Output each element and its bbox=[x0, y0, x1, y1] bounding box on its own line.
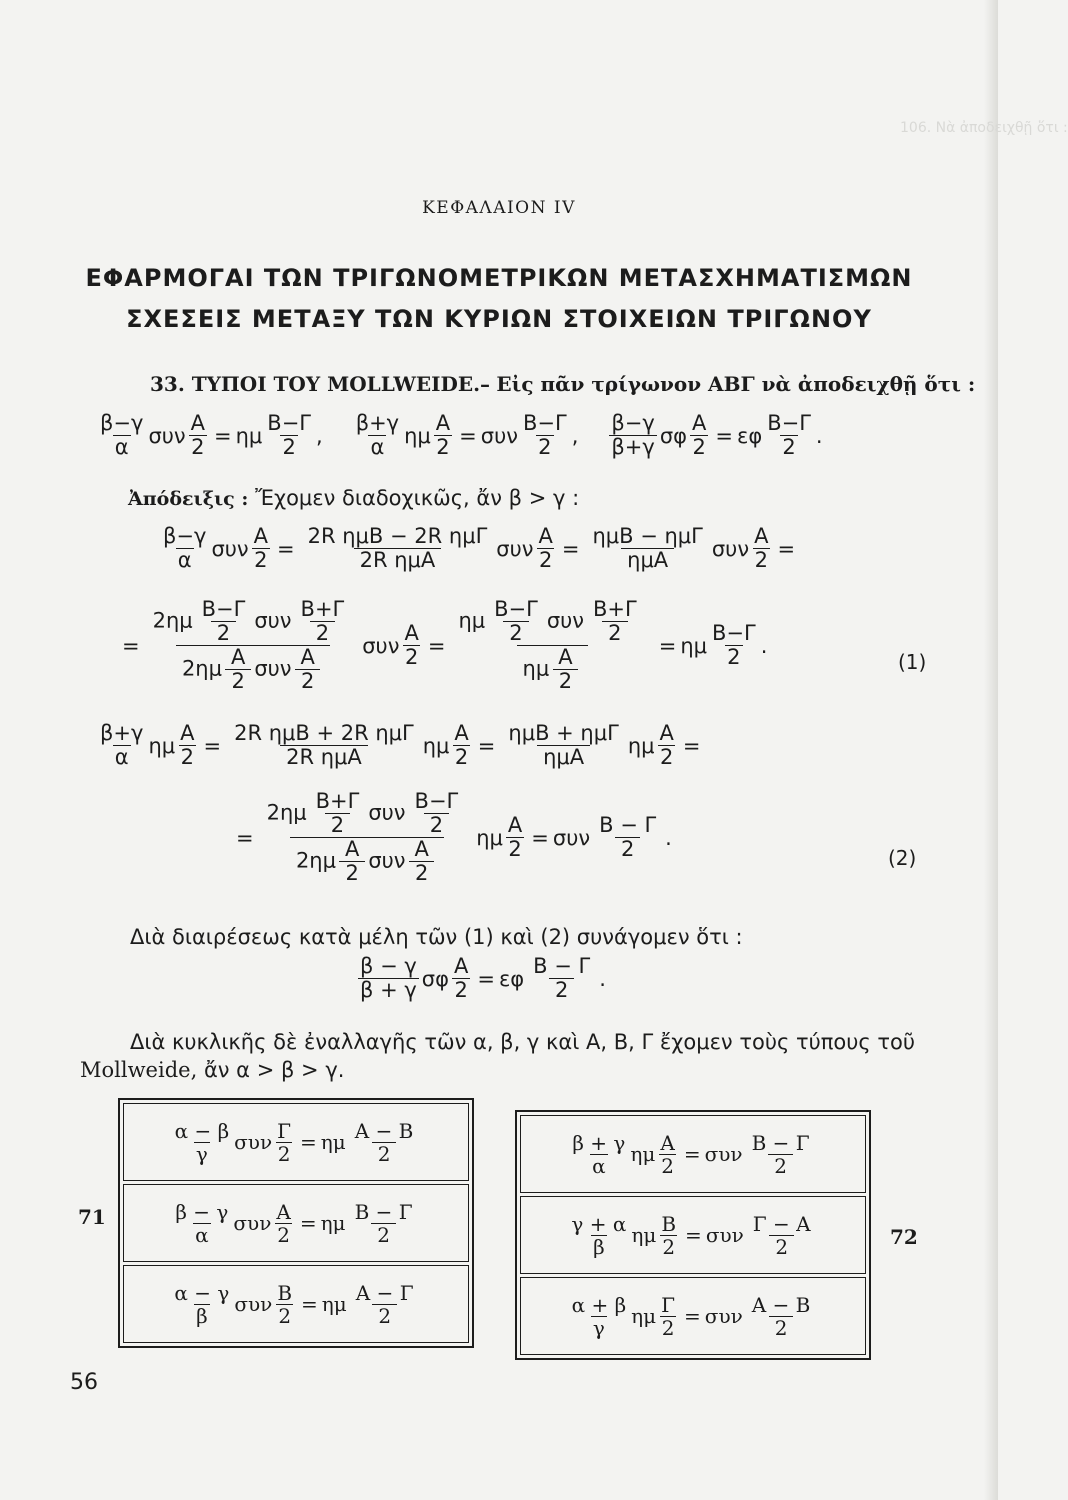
formula-number-72: 72 bbox=[890, 1225, 918, 1249]
chapter-title-line-1: ΕΦΑΡΜΟΓΑΙ ΤΩΝ ΤΡΙΓΩΝΟΜΕΤΡΙΚΩΝ ΜΕΤΑΣΧΗΜΑΤΙΣΜΩΝ bbox=[85, 264, 913, 292]
chapter-heading: ΚΕΦΑΛΑΙΟΝ IV bbox=[422, 198, 576, 218]
page-edge-shadow bbox=[984, 0, 998, 1500]
chapter-title-line-2: ΣΧΕΣΕΙΣ ΜΕΤΑΞΥ ΤΩΝ ΚΥΡΙΩΝ ΣΤΟΙΧΕΙΩΝ ΤΡΙΓΩΝΟΥ bbox=[126, 305, 872, 333]
formula-number-71: 71 bbox=[78, 1205, 106, 1229]
equation-number-1: (1) bbox=[898, 650, 927, 674]
mollweide-name: Mollweide, bbox=[80, 1058, 198, 1082]
derivation-1-line-a: $\frac{\beta-\gamma}{\alpha}$ συν $\frac{A}{2}$ = $\frac{\text{2R ημB − 2R ημΓ}}{\text{2R ημA}}$ συν $\frac{A}{2}$ = $\frac{\text{ημB − ημΓ}}{\text{ημA}}$ συν $\frac{A}{2}$ = bbox=[163, 524, 796, 573]
section-number-title: 33. ΤΥΠΟΙ ΤΟΥ MOLLWEIDE.– bbox=[150, 372, 491, 396]
derivation-2-line-b: = 2ημ $\frac{B+\Gamma}{2}$ συν $\frac{B-\Gamma}{2}$ 2ημ $\frac{A}{2}$ συν $\frac{A}{2}$ ημ $\frac{A}{2}$ = συν $\frac{B - \Gamma}{2}$ . bbox=[236, 789, 672, 886]
section-heading bbox=[150, 372, 975, 396]
derivation-1-line-b: = 2ημ $\frac{B-\Gamma}{2}$ συν $\frac{B+\Gamma}{2}$ 2ημ $\frac{A}{2}$ συν $\frac{A}{2}$ συν $\frac{A}{2}$ = ημ $\frac{B-\Gamma}{2}$ συν $\frac{B+\Gamma}{2}$ ημ $\frac{A}{2}$ = ημ $\frac{B-\Gamma}{2}$ . bbox=[122, 597, 768, 694]
derivation-2-line-a: $\frac{\beta+\gamma}{\alpha}$ ημ $\frac{A}{2}$ = $\frac{\text{2R ημB + 2R ημΓ}}{\text{2R ημA}}$ ημ $\frac{A}{2}$ = $\frac{\text{ημB + ημΓ}}{\text{ημA}}$ ημ $\frac{A}{2}$ = bbox=[100, 721, 701, 770]
cyclic-text-line-1: Διὰ κυκλικῆς δὲ ἐναλλαγῆς τῶν α, β, γ καὶ Α, Β, Γ ἔχομεν τοὺς τύπους τοῦ bbox=[130, 1030, 916, 1054]
mollweide-formula-6: $\frac{\alpha + \beta}{\gamma}$ ημ $\frac{\Gamma}{2}$ = συν $\frac{A - B}{2}$ bbox=[520, 1277, 866, 1355]
formula-box-72 bbox=[515, 1110, 871, 1360]
result-formula: $\frac{\beta - \gamma}{\beta + \gamma}$ σφ $\frac{A}{2}$ = εφ $\frac{B - \Gamma}{2}$ . bbox=[360, 954, 606, 1003]
mollweide-formula-3: $\frac{\alpha - \gamma}{\beta}$ συν $\frac{B}{2}$ = ημ $\frac{A - \Gamma}{2}$ bbox=[123, 1265, 469, 1343]
proof-intro-text: Ἔχομεν διαδοχικῶς, ἄν β > γ : bbox=[255, 486, 580, 510]
equation-number-2: (2) bbox=[888, 846, 917, 870]
page-number: 56 bbox=[70, 1370, 98, 1395]
mollweide-formula-2: $\frac{\beta - \gamma}{\alpha}$ συν $\frac{A}{2}$ = ημ $\frac{B - \Gamma}{2}$ bbox=[123, 1184, 469, 1262]
formula-box-71 bbox=[118, 1098, 474, 1348]
section-statement: Εἰς πᾶν τρίγωνον ΑΒΓ νὰ ἀποδειχθῇ ὅτι : bbox=[496, 372, 976, 396]
division-text: Διὰ διαιρέσεως κατὰ μέλη τῶν (1) καὶ (2) συνάγομεν ὅτι : bbox=[130, 925, 743, 949]
cyclic-text-line-2 bbox=[80, 1058, 344, 1082]
statement-formulas: $\frac{\beta-\gamma}{\alpha}$ συν $\frac{A}{2}$ = ημ $\frac{B-\Gamma}{2}$ , $\frac{\beta+\gamma}{\alpha}$ ημ $\frac{A}{2}$ = συν $\frac{B-\Gamma}{2}$ , $\frac{\beta-\gamma}{\beta+\gamma}$ σφ $\frac{A}{2}$ = εφ $\frac{B-\Gamma}{2}$ . bbox=[100, 411, 823, 460]
mollweide-formula-1: $\frac{\alpha - \beta}{\gamma}$ συν $\frac{\Gamma}{2}$ = ημ $\frac{A - B}{2}$ bbox=[123, 1103, 469, 1181]
cyclic-text-rest: ἄν α > β > γ. bbox=[203, 1058, 345, 1082]
proof-intro bbox=[128, 486, 579, 510]
mollweide-formula-4: $\frac{\beta + \gamma}{\alpha}$ ημ $\frac{A}{2}$ = συν $\frac{B - \Gamma}{2}$ bbox=[520, 1115, 866, 1193]
proof-label: Ἀπόδειξις : bbox=[128, 488, 249, 510]
mollweide-formula-5: $\frac{\gamma + \alpha}{\beta}$ ημ $\frac{B}{2}$ = συν $\frac{\Gamma - A}{2}$ bbox=[520, 1196, 866, 1274]
bleed-through-text: 106. Νὰ ἀποδειχθῇ ὅτι : bbox=[900, 120, 1068, 136]
